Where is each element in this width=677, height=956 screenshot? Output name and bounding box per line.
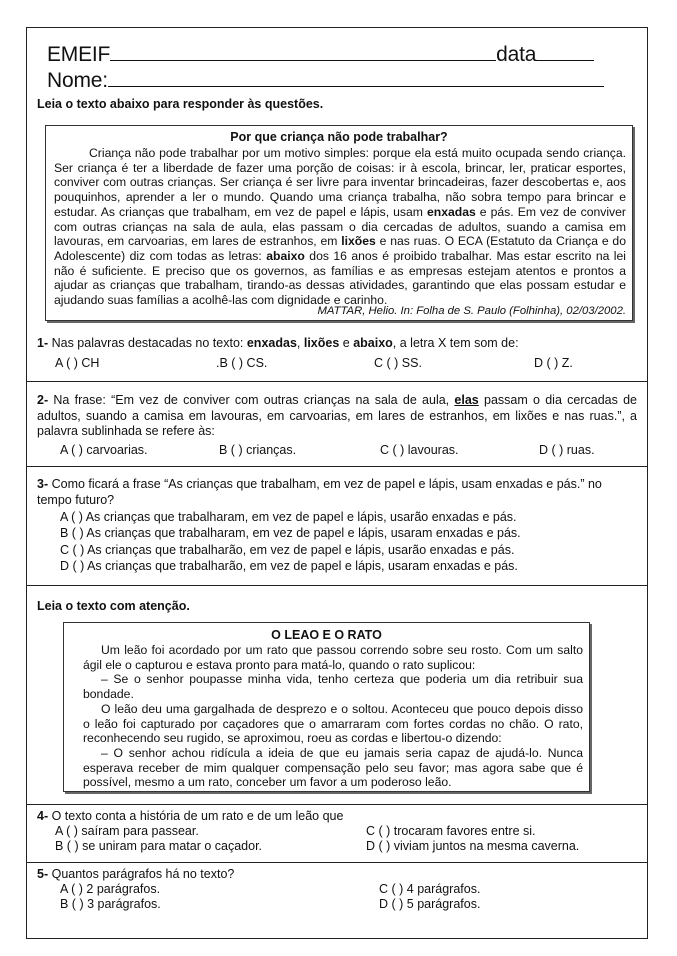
divider-1 (27, 381, 647, 382)
q1-option-a[interactable]: A ( ) CH (55, 356, 100, 370)
q1-word-1: enxadas (246, 336, 297, 350)
q2-text-b: passam o dia cercadas de adultos, suando a camisa em lavouras, em carvoarias, em lares de estranhos, em lixões e nas ruas.”, a palavra sublinhada se refere às: (37, 393, 638, 438)
q4-number: 4- (37, 809, 49, 823)
q4-text: O texto conta a história de um rato e de um leão que (48, 809, 344, 823)
divider-3 (27, 585, 647, 586)
q3-option-a[interactable]: A ( ) As crianças que trabalharam, em vez de papel e lápis, usarão enxadas e pás. (60, 510, 517, 524)
q1-text-b: , a letra X tem som de: (392, 336, 519, 350)
school-label: EMEIF (47, 43, 111, 66)
box1-text-run: e pás. Em vez de conviver com outras crianças na sala de aula, elas passam o dia cercadas de adultos, suando a camisa em lavouras, em carvoarias, em lares de estranhos, em (54, 204, 626, 249)
question-5 (37, 867, 637, 883)
q5-option-d[interactable]: D ( ) 5 parágrafos. (379, 897, 481, 911)
q1-option-b[interactable]: .B ( ) CS. (216, 356, 268, 370)
question-3 (37, 477, 637, 508)
q5-text: Quantos parágrafos há no texto? (48, 867, 235, 881)
q2-option-b[interactable]: B ( ) crianças. (219, 443, 297, 457)
name-label: Nome: (47, 69, 108, 92)
divider-4 (27, 804, 647, 805)
q3-number: 3- (37, 477, 49, 491)
date-line[interactable] (536, 40, 594, 61)
school-line[interactable] (110, 40, 496, 61)
box2-title: O LEAO E O RATO (271, 628, 382, 642)
q3-option-c[interactable]: C ( ) As crianças que trabalharão, em vez de papel e lápis, usarão enxadas e pás. (60, 543, 515, 557)
question-4 (37, 809, 637, 825)
q2-option-c[interactable]: C ( ) lavouras. (380, 443, 459, 457)
school-field (47, 40, 594, 67)
section1-instruction: Leia o texto abaixo para responder às questões. (37, 97, 324, 111)
q2-number: 2- (37, 393, 49, 407)
q2-option-a[interactable]: A ( ) carvoarias. (60, 443, 148, 457)
q3-option-d[interactable]: D ( ) As crianças que trabalharão, em vez de papel e lápis, usaram enxadas e pás. (60, 559, 518, 573)
section2-instruction: Leia o texto com atenção. (37, 599, 190, 613)
q5-number: 5- (37, 867, 49, 881)
q1-option-c[interactable]: C ( ) SS. (374, 356, 422, 370)
box1-paragraph (54, 146, 626, 308)
q2-text-a: Na frase: “Em vez de conviver com outras crianças na sala de aula, (48, 393, 455, 407)
text-box-1 (45, 125, 633, 321)
box2-paragraph-3: O leão deu uma gargalhada de desprezo e o soltou. Aconteceu que pouco depois disso o leão foi capturado por caçadores que o amarraram com fortes cordas no chão. O rato, reconhecendo seu rugido, se aproximou, roeu as cordas e libertou-o dizendo: (83, 701, 583, 746)
box2-paragraph-2: – Se o senhor poupasse minha vida, tenho certeza que poderia um dia retribuir sua bondade. (83, 672, 583, 702)
q2-underlined-word: elas (454, 393, 479, 407)
q3-option-b[interactable]: B ( ) As crianças que trabalharam, em vez de papel e lápis, usaram enxadas e pás. (60, 526, 521, 540)
box1-text-run: e nas ruas. O ECA (Estatuto da Criança e do Adolescente) diz com todas as letras: (54, 234, 626, 263)
box1-highlighted-word: abaixo (266, 248, 305, 263)
q4-option-b[interactable]: B ( ) se uniram para matar o caçador. (55, 839, 263, 853)
box2-paragraph-1: Um leão foi acordado por um rato que passou correndo sobre seu rosto. Com um salto ágil ele o capturou e estava pronto para matá-lo, quando o rato suplicou: (83, 643, 583, 672)
box1-title: Por que criança não pode trabalhar? (230, 130, 448, 144)
q5-option-a[interactable]: A ( ) 2 parágrafos. (60, 882, 161, 896)
q1-sep-2: e (339, 336, 354, 350)
q4-option-d[interactable]: D ( ) viviam juntos na mesma caverna. (366, 839, 580, 853)
q2-option-d[interactable]: D ( ) ruas. (539, 443, 595, 457)
q1-sep-1: , (296, 336, 304, 350)
q4-option-c[interactable]: C ( ) trocaram favores entre si. (366, 824, 536, 838)
box1-source: MATTAR, Helio. In: Folha de S. Paulo (Folhinha), 02/03/2002. (317, 305, 626, 317)
q5-option-c[interactable]: C ( ) 4 parágrafos. (379, 882, 481, 896)
box2-paragraph-4: – O senhor achou ridícula a ideia de que eu jamais seria capaz de ajudá-lo. Nunca esperava receber de mim qualquer compensação pelo seu favor; mas agora sabe que é possível, mesmo a um rato, conceber um favor a um poderoso leão. (83, 745, 583, 790)
box2-text (83, 643, 583, 790)
name-line[interactable] (108, 66, 604, 87)
box1-highlighted-word: lixões (341, 234, 376, 249)
date-label: data (496, 43, 537, 66)
q5-option-b[interactable]: B ( ) 3 parágrafos. (60, 897, 161, 911)
divider-5 (27, 862, 647, 863)
q1-text-a: Nas palavras destacadas no texto: (48, 336, 247, 350)
q1-word-3: abaixo (353, 336, 393, 350)
box1-text-run: Criança não pode trabalhar por um motivo simples: porque ela está muito ocupada sendo criança. Ser criança é ter a liberdade de fazer uma porção de coisas: ir à escola, brincar, ler, praticar esportes, conviver com outras crianças. Ser criança é ser livre para inventar brincadeiras, fazer descobertas e, aos pouquinhos, aprender a ler o mundo. Quando uma criança trabalha, não sobra tempo para brincar e estudar. As crianças que trabalham, em vez de papel e lápis, usam (54, 146, 626, 219)
q1-number: 1- (37, 336, 49, 350)
q4-option-a[interactable]: A ( ) saíram para passear. (55, 824, 199, 838)
divider-2 (27, 466, 647, 467)
text-box-2 (63, 622, 590, 792)
question-1 (37, 336, 637, 352)
box1-text-run: dos 16 anos é proibido trabalhar. Mas estar escrito na lei não é suficiente. E preciso que os governos, as famílias e as empresas estejam atentos e prontos a ajudar as crianças que trabalham, tirando-as dessas atividades, garantindo que elas possam estudar e ajudando suas famílias a acolhê-las com dignidade e carinho. (54, 248, 626, 308)
question-2 (37, 393, 637, 440)
q1-option-d[interactable]: D ( ) Z. (534, 356, 573, 370)
box1-highlighted-word: enxadas (426, 204, 476, 219)
name-field (47, 66, 604, 93)
q3-text: Como ficará a frase “As crianças que trabalham, em vez de papel e lápis, usam enxadas e pás.” no tempo futuro? (37, 477, 602, 507)
q1-word-2: lixões (303, 336, 340, 350)
